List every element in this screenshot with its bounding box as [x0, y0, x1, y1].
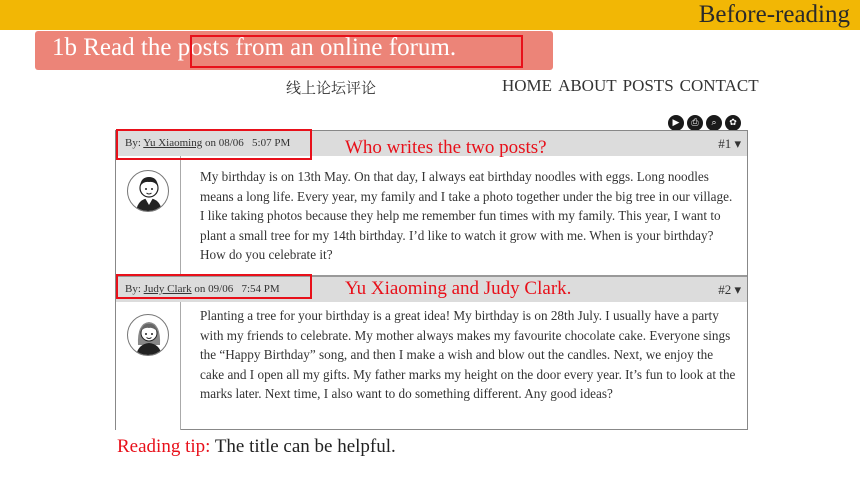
question-annotation: Who writes the two posts? [345, 137, 547, 158]
forum-toolbar [668, 115, 741, 131]
answer-annotation: Yu Xiaoming and Judy Clark. [345, 278, 572, 299]
post-time: 7:54 PM [241, 283, 280, 295]
nav-home[interactable]: HOME [502, 76, 553, 95]
share-icon[interactable]: ✿ [725, 115, 741, 131]
post-number-menu[interactable]: #2 ▾ [718, 282, 741, 297]
forum-nav [502, 76, 759, 96]
section-label: Before-reading [698, 1, 850, 28]
top-bar [0, 0, 860, 30]
search-icon[interactable]: ⌕ [706, 115, 722, 131]
reading-tip-text: The title can be helpful. [210, 436, 396, 457]
post-time: 5:07 PM [252, 137, 291, 149]
reading-tip-label: Reading tip: [117, 436, 211, 457]
post-author-column [116, 156, 181, 277]
post-date: on 08/06 [204, 137, 244, 149]
print-icon[interactable]: ⎙ [687, 115, 703, 131]
avatar [127, 170, 169, 212]
reading-tip [117, 436, 396, 458]
post-body: My birthday is on 13th May. On that day, I always eat birthday noodles with eggs. Long noodles means a long life. Every year, my family and I take a photo together under the big tree in our village. I like taking photos because they help me remember fun times with my family. This year, I want to plant a small tree for my 14th birthday. I’d like to watch it grow with me. When is your birthday? How do you celebrate it? [200, 169, 733, 262]
girl-avatar-icon [128, 315, 169, 356]
chinese-subtitle: 线上论坛评论 [286, 79, 377, 97]
post-date: on 09/06 [194, 283, 234, 295]
post-body: Planting a tree for your birthday is a great idea! My birthday is on 28th July. I usually have a party with my friends to celebrate. My mother always makes my favourite chocolate cake. Everyone sings the “Happy Birthday” song, and then I make a wish and blow out the candles. Next, we enjoy the cake and I open all my gifts. My father marks my height on the door every year. It’s fun to look at the marks later. Next time, I also want to do something different. Any good ideas? [200, 308, 736, 401]
task-title-highlight: posts from an online forum. [177, 34, 457, 61]
boy-avatar-icon [128, 171, 169, 212]
play-icon[interactable]: ▶ [668, 115, 684, 131]
nav-about[interactable]: ABOUT [558, 76, 617, 95]
by-label: By: [125, 283, 141, 295]
task-title-prefix: 1b Read the [52, 34, 178, 61]
byline-highlight-box [116, 274, 312, 299]
author-link[interactable]: Yu Xiaoming [143, 137, 203, 149]
title-highlight-box [190, 35, 523, 68]
post-number-menu[interactable]: #1 ▾ [718, 136, 741, 151]
byline-highlight-box [116, 129, 312, 160]
nav-contact[interactable]: CONTACT [679, 76, 759, 95]
post-author-column [116, 302, 181, 430]
avatar [127, 314, 169, 356]
author-link[interactable]: Judy Clark [143, 283, 192, 295]
by-label: By: [125, 137, 141, 149]
nav-posts[interactable]: POSTS [622, 76, 674, 95]
